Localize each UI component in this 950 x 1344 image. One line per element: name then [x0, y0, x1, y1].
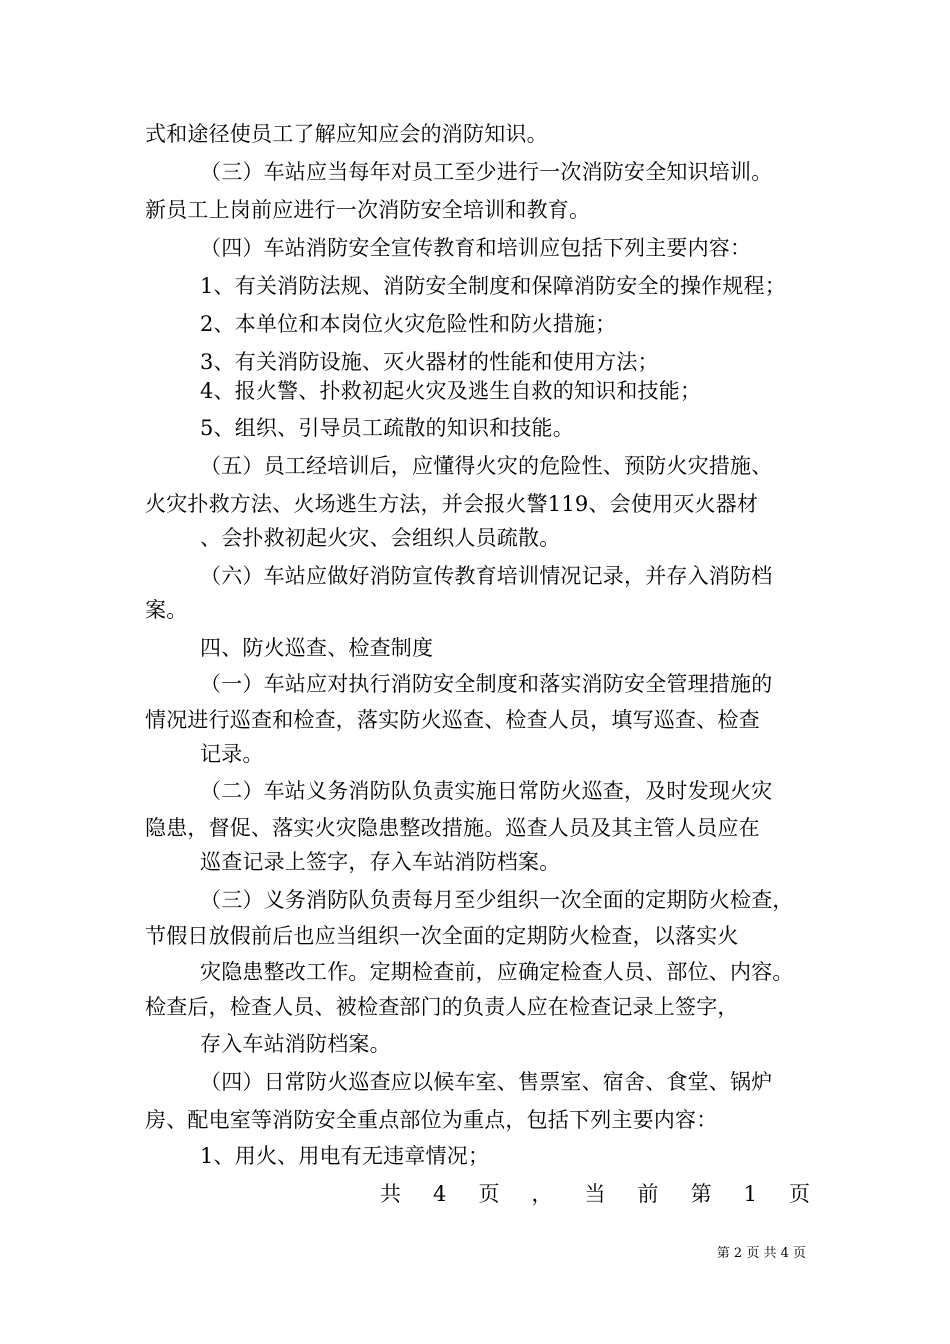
text-line: 新员工上岗前应进行一次消防安全培训和教育。 — [145, 198, 591, 222]
text-line: （二）车站义务消防队负责实施日常防火巡查，及时发现火灾 — [200, 779, 773, 803]
page-counter-char: 前 — [637, 1182, 659, 1206]
page-counter-char: 1 — [743, 1182, 757, 1206]
text-line: （六）车站应做好消防宣传教育培训情况记录，并存入消防档 — [200, 564, 773, 588]
section-heading: 四、防火巡查、检查制度 — [200, 636, 434, 660]
text-line: 2、本单位和本岗位火灾危险性和防火措施； — [200, 312, 617, 336]
text-line: 情况进行巡查和检查，落实防火巡查、检查人员，填写巡查、检查 — [145, 708, 760, 732]
page-counter — [380, 1180, 810, 1208]
page-counter-char: 共 — [380, 1182, 401, 1206]
text-line: （三）义务消防队负责每月至少组织一次全面的定期防火检查， — [200, 888, 794, 912]
text-line: 式和途径使员工了解应知应会的消防知识。 — [145, 122, 548, 146]
text-line: 5、组织、引导员工疏散的知识和技能。 — [200, 416, 574, 440]
text-line: 节假日放假前后也应当组织一次全面的定期防火检查，以落实火 — [145, 924, 739, 948]
text-line: （四）车站消防安全宣传教育和培训应包括下列主要内容： — [200, 236, 752, 260]
text-line: 记录。 — [200, 742, 264, 766]
page-counter-char: 页 — [789, 1182, 810, 1206]
page-counter-char: 第 — [690, 1182, 712, 1206]
text-line: 巡查记录上签字，存入车站消防档案。 — [200, 850, 561, 874]
text-line: 4、报火警、扑救初起火灾及逃生自救的知识和技能； — [200, 379, 702, 403]
text-line: 、会扑救初起火灾、会组织人员疏散。 — [200, 526, 561, 550]
page-counter-char: ， — [531, 1182, 553, 1206]
text-line: 房、配电室等消防安全重点部位为重点，包括下列主要内容： — [145, 1108, 718, 1132]
text-line: 3、有关消防设施、灭火器材的性能和使用方法； — [200, 350, 659, 374]
page-counter-char: 当 — [584, 1182, 606, 1206]
text-line: 存入车站消防档案。 — [200, 1032, 391, 1056]
text-line: 隐患，督促、落实火灾隐患整改措施。巡查人员及其主管人员应在 — [145, 816, 760, 840]
text-line: （三）车站应当每年对员工至少进行一次消防安全知识培训。 — [200, 160, 773, 184]
page-footer: 第 2 页 共 4 页 — [716, 1246, 806, 1261]
text-line: 案。 — [145, 598, 188, 622]
text-line: 1、用火、用电有无违章情况； — [200, 1144, 490, 1168]
page-counter-char: 4 — [433, 1182, 447, 1206]
text-line: 灾隐患整改工作。定期检查前，应确定检查人员、部位、内容。 — [200, 960, 794, 984]
text-line: （五）员工经培训后，应懂得火灾的危险性、预防火灾措施、 — [200, 454, 773, 478]
text-line: （四）日常防火巡查应以候车室、售票室、宿舍、食堂、锅炉 — [200, 1070, 773, 1094]
text-line: 1、有关消防法规、消防安全制度和保障消防安全的操作规程； — [200, 274, 786, 298]
text-line: 检查后，检查人员、被检查部门的负责人应在检查记录上签字， — [145, 995, 739, 1019]
text-line: （一）车站应对执行消防安全制度和落实消防安全管理措施的 — [200, 672, 773, 696]
page-counter-char: 页 — [478, 1182, 500, 1206]
text-line: 火灾扑救方法、火场逃生方法，并会报火警119、会使用灭火器材 — [145, 492, 759, 516]
